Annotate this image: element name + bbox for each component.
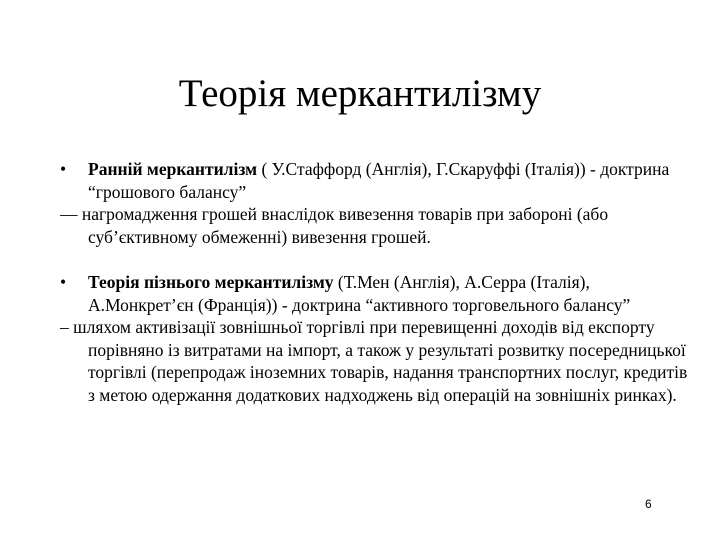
bullet-continuation: — нагромадження грошей внаслідок вивезення товарів при забороні (або суб’єктивному обмеженні) вивезення грошей. [60,204,609,247]
bullet-heading: Теорія пізнього меркантилізму [88,272,334,292]
page-number: 6 [645,497,652,511]
bullet-item [60,158,690,203]
bullet-item [60,271,690,316]
bullet-marker: • [60,159,67,179]
slide-title: Теорія меркантилізму [178,72,542,115]
slide-content [60,158,690,406]
bullet-heading: Ранній меркантилізм [88,159,258,179]
bullet-continuation: – шляхом активізації зовнішньої торгівлі при перевищенні доходів від експорту порівняно із витратами на імпорт, а також у результаті розвитку посередницької торгівлі (перепродаж іноземних товарів, надання транспортних послуг, кредитів з метою одержання додаткових надходжень від операцій на зовнішніх ринках). [60,317,688,405]
bullet-text: (Т.Мен (Англія), А.Серра (Італія), А.Монкрет’єн (Франція)) - доктрина “активного торговельного балансу” [88,272,631,315]
bullet-text: ( У.Стаффорд (Англія), Г.Скаруффі (Італія)) - доктрина “грошового балансу” [88,159,670,202]
bullet-marker: • [60,272,67,292]
